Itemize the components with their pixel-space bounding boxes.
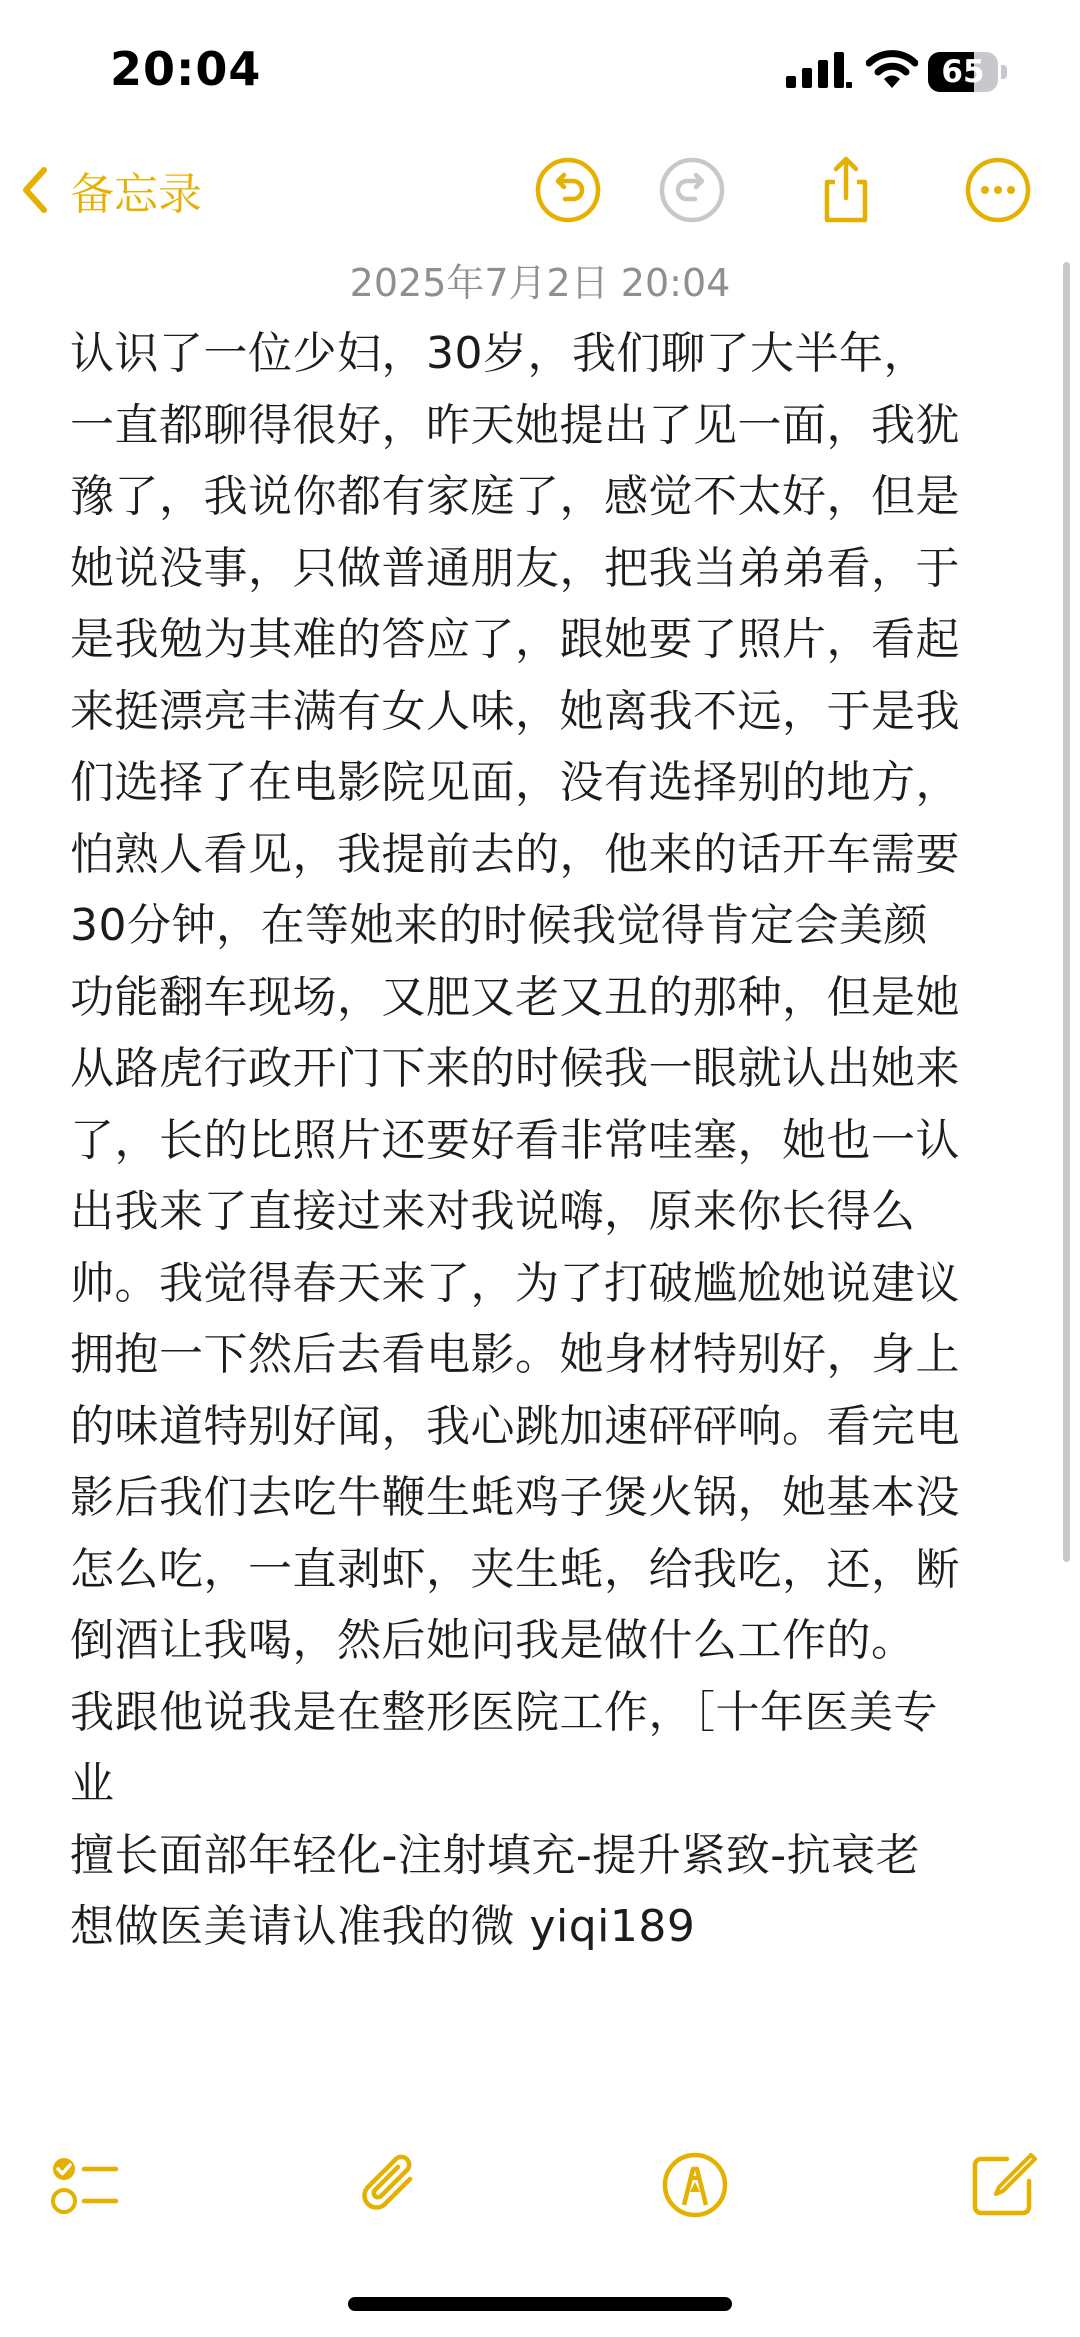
redo-icon bbox=[656, 154, 728, 226]
undo-icon bbox=[532, 154, 604, 226]
home-indicator[interactable] bbox=[348, 2297, 732, 2311]
compose-icon bbox=[963, 2145, 1043, 2225]
markup-pen-icon bbox=[655, 2145, 735, 2225]
note-line: 们选择了在电影院见面，没有选择别的地方， bbox=[70, 757, 960, 808]
note-line: 的味道特别好闻，我心跳加速砰砰响。看完电 bbox=[70, 1400, 960, 1452]
chevron-left-icon bbox=[22, 167, 48, 213]
redo-button[interactable] bbox=[656, 154, 728, 226]
status-time: 20:04 bbox=[110, 42, 262, 96]
share-icon bbox=[810, 154, 882, 226]
note-line: 业 bbox=[70, 1758, 115, 1809]
note-line: 从路虎行政开门下来的时候我一眼就认出她来 bbox=[70, 1043, 960, 1094]
undo-button[interactable] bbox=[532, 154, 604, 226]
note-line: 怕熟人看见，我提前去的，他来的话开车需要 bbox=[70, 828, 960, 880]
status-bar bbox=[0, 0, 1080, 140]
note-line: 功能翻车现场，又肥又老又丑的那种，但是她 bbox=[70, 971, 960, 1023]
markup-button[interactable] bbox=[655, 2145, 735, 2225]
note-line: 倒酒让我喝，然后她问我是做什么工作的。 bbox=[70, 1615, 916, 1666]
compose-button[interactable] bbox=[963, 2145, 1043, 2225]
note-line: 她说没事，只做普通朋友，把我当弟弟看，于 bbox=[70, 542, 960, 594]
note-line: 出我来了直接过来对我说嗨，原来你长得么 bbox=[70, 1186, 916, 1237]
note-line: 拥抱一下然后去看电影。她身材特别好，身上 bbox=[70, 1329, 960, 1380]
more-options-button[interactable] bbox=[962, 154, 1034, 226]
scrollbar[interactable] bbox=[1063, 262, 1070, 1562]
attachment-button[interactable] bbox=[352, 2145, 432, 2225]
wifi-icon bbox=[866, 50, 918, 90]
back-button-label: 备忘录 bbox=[70, 169, 202, 220]
share-button[interactable] bbox=[810, 154, 882, 226]
battery-icon bbox=[928, 52, 1010, 92]
battery-level: 65 bbox=[941, 54, 985, 90]
cellular-signal-icon bbox=[786, 52, 852, 88]
bottom-toolbar bbox=[0, 2140, 1080, 2230]
paperclip-icon bbox=[352, 2145, 432, 2225]
note-line: 30分钟，在等她来的时候我觉得肯定会美颜 bbox=[70, 900, 928, 951]
note-line: 了，长的比照片还要好看非常哇塞，她也一认 bbox=[70, 1114, 960, 1166]
note-line: 来挺漂亮丰满有女人味，她离我不远，于是我 bbox=[70, 685, 960, 737]
note-line: 认识了一位少妇，30岁，我们聊了大半年， bbox=[70, 328, 928, 379]
note-body[interactable] bbox=[70, 318, 1010, 1963]
note-line: 擅长面部年轻化-注射填充-提升紧致-抗衰老 bbox=[70, 1829, 921, 1881]
note-line: 想做医美请认准我的微 yiqi189 bbox=[70, 1901, 696, 1952]
note-line: 帅。我觉得春天来了，为了打破尴尬她说建议 bbox=[70, 1257, 960, 1309]
note-line: 怎么吃，一直剥虾，夹生蚝，给我吃，还，断 bbox=[70, 1543, 960, 1595]
checklist-icon bbox=[44, 2145, 124, 2225]
note-line: 是我勉为其难的答应了，跟她要了照片，看起 bbox=[70, 614, 960, 665]
note-line: 影后我们去吃牛鞭生蚝鸡子煲火锅，她基本没 bbox=[70, 1472, 960, 1523]
navigation-bar bbox=[0, 150, 1080, 230]
back-button[interactable] bbox=[22, 158, 202, 222]
checklist-button[interactable] bbox=[44, 2145, 124, 2225]
ellipsis-circle-icon bbox=[962, 154, 1034, 226]
note-date: 2025年7月2日 20:04 bbox=[349, 261, 731, 305]
note-line: 豫了，我说你都有家庭了，感觉不太好，但是 bbox=[70, 471, 960, 522]
note-line: 一直都聊得很好，昨天她提出了见一面，我犹 bbox=[70, 399, 960, 451]
note-line: 我跟他说我是在整形医院工作，［十年医美专 bbox=[70, 1686, 938, 1738]
